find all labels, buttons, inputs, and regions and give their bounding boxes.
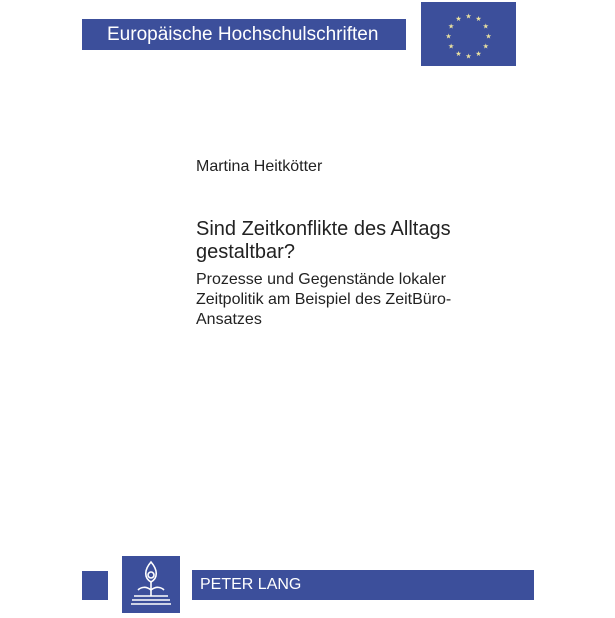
subtitle-line: Ansatzes: [196, 311, 262, 328]
author: Martina Heitkötter: [196, 158, 323, 175]
star-icon: ★: [455, 16, 462, 24]
title-line: gestaltbar?: [196, 241, 295, 263]
star-icon: ★: [445, 33, 452, 41]
star-icon: ★: [448, 43, 455, 51]
star-icon: ★: [465, 53, 472, 61]
star-icon: ★: [485, 33, 492, 41]
title-line: Sind Zeitkonflikte des Alltags: [196, 218, 451, 240]
star-icon: ★: [475, 16, 482, 24]
book-title: [196, 218, 451, 264]
star-icon: ★: [455, 50, 462, 58]
publisher-name: PETER LANG: [200, 576, 302, 593]
star-icon: ★: [475, 50, 482, 58]
eu-flag-icon: [421, 2, 516, 66]
subtitle-line: Prozesse und Gegenstände lokaler: [196, 271, 446, 288]
book-subtitle: [196, 270, 496, 330]
star-icon: ★: [465, 13, 472, 21]
series-name: Europäische Hochschulschriften: [107, 24, 379, 45]
star-icon: ★: [448, 23, 455, 31]
subtitle-line: Zeitpolitik am Beispiel des ZeitBüro-: [196, 291, 452, 308]
star-icon: ★: [482, 43, 489, 51]
series-banner: [82, 19, 406, 50]
publisher-logo-icon: [122, 556, 180, 613]
decorative-square: [82, 571, 108, 600]
publisher-banner: [192, 570, 534, 600]
star-icon: ★: [482, 23, 489, 31]
